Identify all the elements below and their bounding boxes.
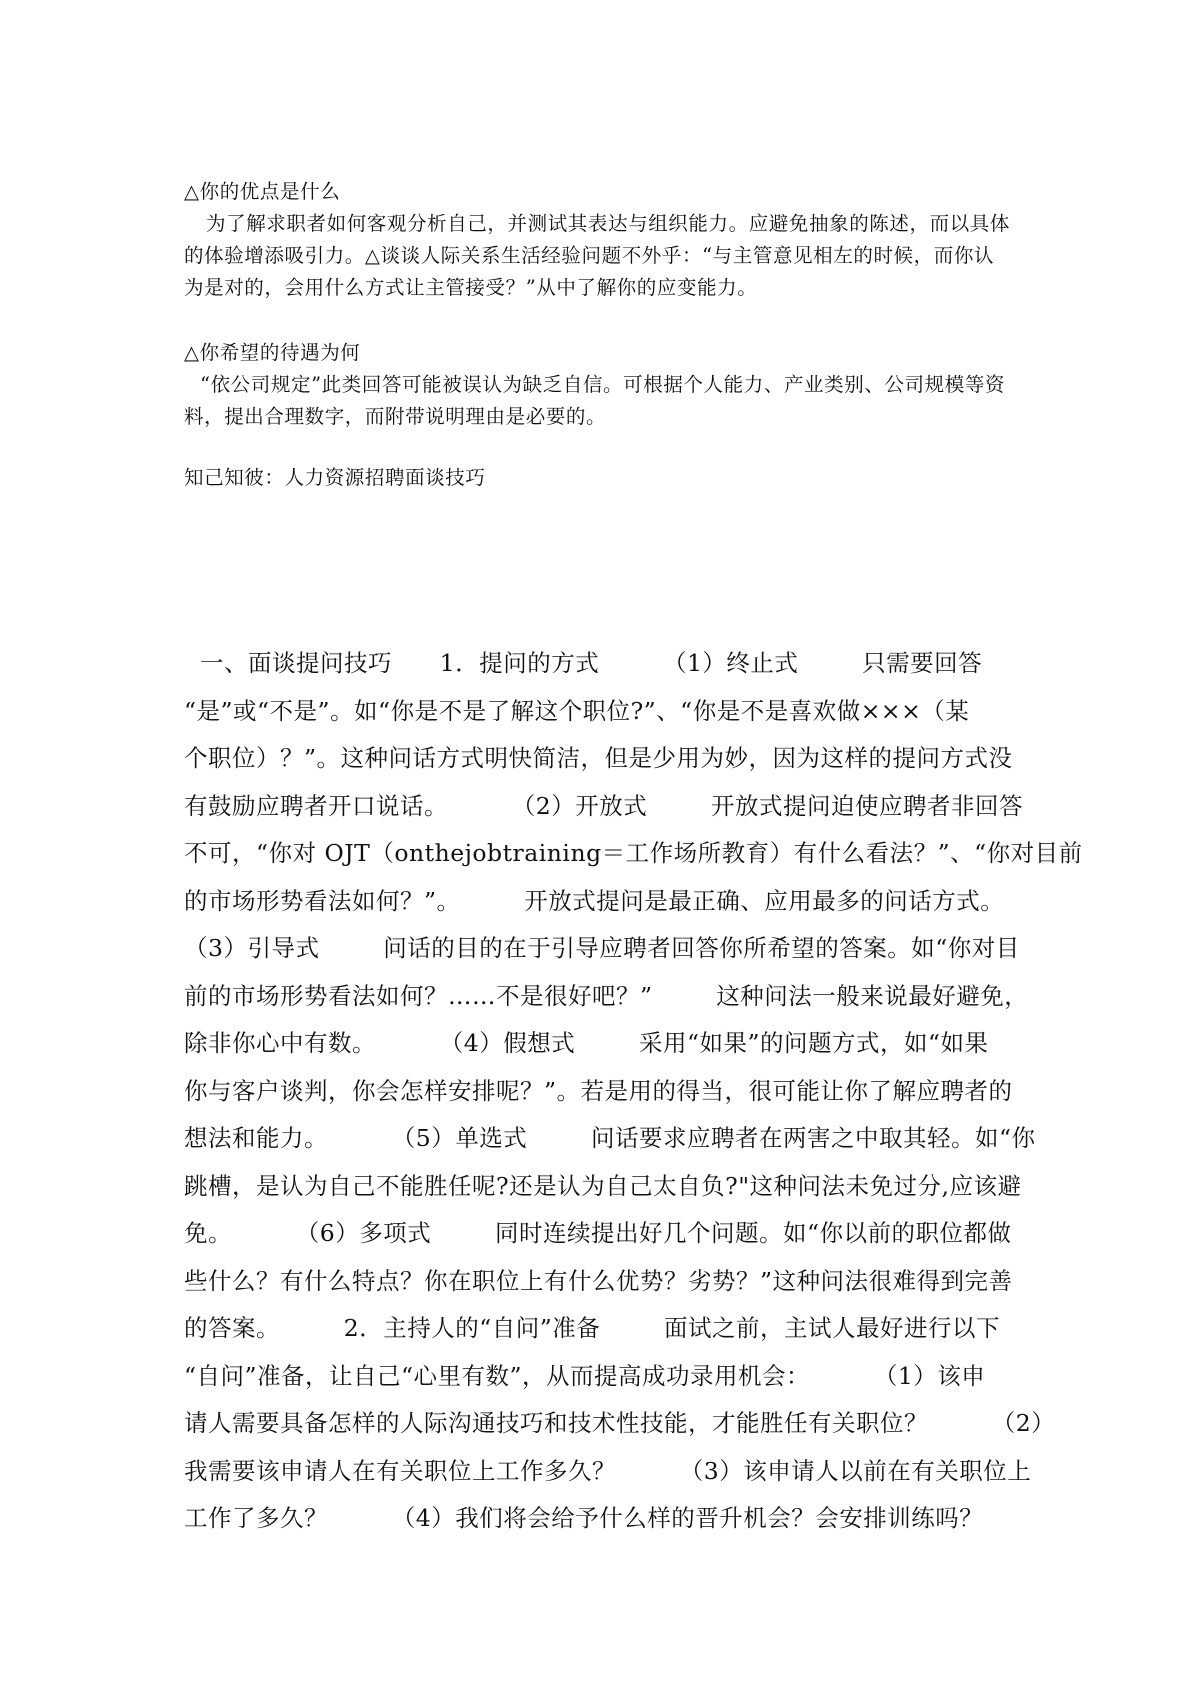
text-line: 除非你心中有数。 （4）假想式 采用“如果”的问题方式，如“如果 [184, 1029, 989, 1057]
text-line: 的市场形势看法如何？”。 开放式提问是最正确、应用最多的问话方式。 [184, 886, 1005, 915]
text-line: 想法和能力。 （5）单选式 问话要求应聘者在两害之中取其轻。如“你 [184, 1124, 1036, 1152]
text-line: 跳槽，是认为自己不能胜任呢?还是认为自己太自负?"这种问法未免过分,应该避 [184, 1171, 1022, 1200]
text-line: 我需要该申请人在有关职位上工作多久？ （3）该申请人以前在有关职位上 [184, 1456, 1032, 1485]
section-heading: △你的优点是什么 [184, 180, 341, 203]
text-line: 你与客户谈判，你会怎样安排呢？”。若是用的得当，很可能让你了解应聘者的 [184, 1076, 1013, 1105]
text-line: 不可，“你对 OJT（onthejobtraining＝工作场所教育）有什么看法？”、“你对目前 [184, 839, 1083, 867]
section-salary [184, 337, 1014, 433]
text-line: 免。 （6）多项式 同时连续提出好几个问题。如“你以前的职位都做 [184, 1219, 1012, 1247]
text-line: 些什么？有什么特点？你在职位上有什么优势？劣势？”这种问法很难得到完善 [184, 1266, 1013, 1295]
text-line: （3）引导式 问话的目的在于引导应聘者回答你所希望的答案。如“你对目 [184, 934, 1020, 962]
document-title: 知己知彼：人力资源招聘面谈技巧 [184, 466, 486, 489]
text-line: 前的市场形势看法如何？……不是很好吧？” 这种问法一般来说最好避免， [184, 981, 1029, 1010]
text-line: “自问”准备，让自己“心里有数”，从而提高成功录用机会： （1）该申 [184, 1361, 986, 1390]
text-line: 有鼓励应聘者开口说话。 （2）开放式 开放式提问迫使应聘者非回答 [184, 791, 1023, 820]
section-body: “依公司规定”此类回答可能被误认为缺乏自信。可根据个人能力、产业类别、公司规模等资料，提出合理数字，而附带说明理由是必要的。 [184, 373, 1006, 428]
text-line: 请人需要具备怎样的人际沟通技巧和技术性技能，才能胜任有关职位？ （2） [184, 1409, 1056, 1437]
text-line: “是”或“不是”。如“你是不是了解这个职位?”、“你是不是喜欢做×××（某 [184, 696, 970, 725]
text-line: 的答案。 2．主持人的“自问”准备 面试之前，主试人最好进行以下 [184, 1314, 1000, 1342]
section-advantages [184, 176, 1014, 304]
main-text-block [184, 640, 1083, 1543]
section-title-line [184, 462, 1014, 494]
text-line: 个职位）？”。这种问话方式明快简洁，但是少用为妙，因为这样的提问方式没 [184, 744, 1013, 772]
section-body: 为了解求职者如何客观分析自己，并测试其表达与组织能力。应避免抽象的陈述，而以具体的体验增添吸引力。△谈谈人际关系生活经验问题不外乎：“与主管意见相左的时候，而你认为是对的，会用什么方式让主管接受？”从中了解你的应变能力。 [184, 212, 1011, 299]
text-line: 工作了多久？ （4）我们将会给予什么样的晋升机会？会安排训练吗？ [184, 1504, 984, 1532]
section-heading: △你希望的待遇为何 [184, 341, 361, 364]
text-line: 一、面谈提问技巧 1．提问的方式 （1）终止式 只需要回答 [184, 649, 983, 677]
